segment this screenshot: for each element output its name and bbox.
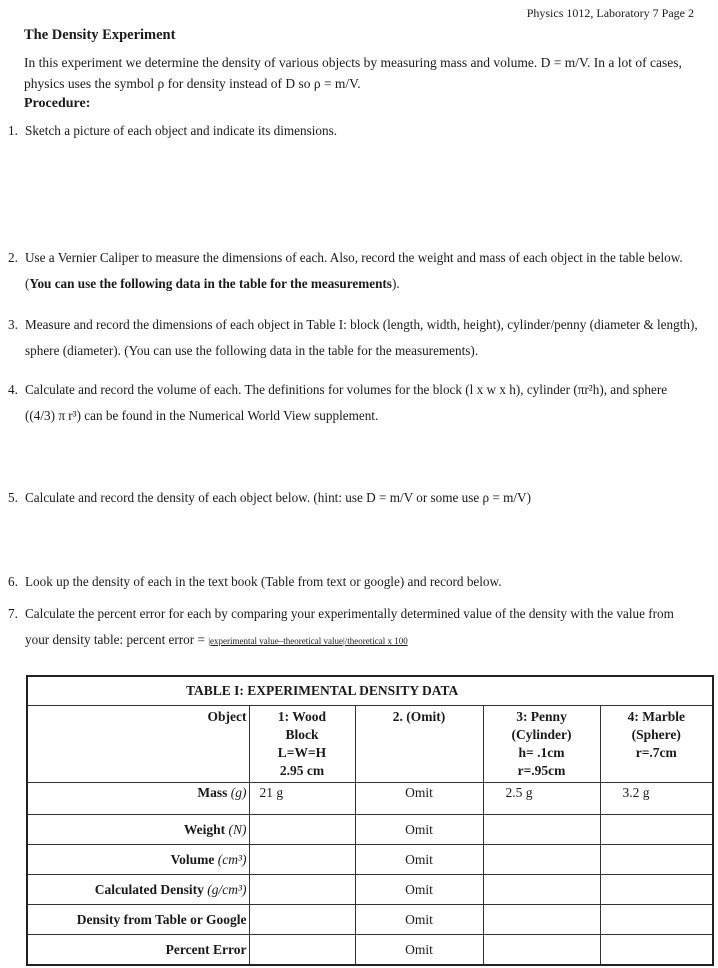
row-unit: (cm³): [217, 851, 247, 867]
step-number: 2.: [8, 250, 18, 265]
cell-wood-block[interactable]: [249, 875, 355, 905]
density-data-table: [26, 675, 714, 966]
row-unit: (g): [230, 785, 247, 800]
header-line: r=.95cm: [517, 763, 566, 778]
header-line: 2.95 cm: [279, 763, 325, 778]
row-label-text: Mass: [197, 785, 228, 800]
cell-marble[interactable]: [600, 935, 713, 966]
page-title: The Density Experiment: [24, 27, 176, 43]
step-text-part: Calculate the percent error for each by comparing your experimentally determined value of the density with the value from your density table: percent error =: [25, 606, 674, 647]
header-line: (Sphere): [631, 727, 681, 742]
step-text-bold: You can use the following data in the table for the measurements: [29, 276, 392, 291]
column-header-omit: [355, 706, 483, 783]
row-label: [27, 815, 249, 845]
table-row-mass: [27, 783, 713, 815]
step-number: 7.: [8, 606, 18, 621]
table-title: TABLE I: EXPERIMENTAL DENSITY DATA: [27, 676, 713, 706]
header-line: 1: Wood: [277, 709, 327, 724]
cell-penny[interactable]: [483, 875, 600, 905]
table-header-row: [27, 706, 713, 783]
cell-wood-block: 21 g: [249, 783, 355, 815]
cell-omit: Omit: [355, 935, 483, 966]
step-7: [8, 601, 698, 654]
table-row-density-from-table: [27, 905, 713, 935]
step-1: [8, 118, 698, 144]
header-line: (Cylinder): [511, 727, 572, 742]
cell-omit: Omit: [355, 875, 483, 905]
step-3: [8, 312, 698, 364]
object-header: Object: [27, 706, 249, 783]
procedure-heading: Procedure:: [24, 96, 91, 111]
row-unit: (N): [228, 821, 247, 837]
table-row-weight: [27, 815, 713, 845]
cell-marble[interactable]: [600, 875, 713, 905]
cell-penny: 2.5 g: [483, 783, 600, 815]
step-text: Look up the density of each in the text book (Table from text or google) and record below.: [25, 574, 502, 589]
percent-error-formula: |experimental value–theoretical value|/theoretical x 100: [208, 636, 408, 646]
table-row-calculated-density: [27, 875, 713, 905]
cell-marble[interactable]: [600, 845, 713, 875]
cell-wood-block[interactable]: [249, 935, 355, 966]
cell-omit: Omit: [355, 905, 483, 935]
step-number: 6.: [8, 574, 18, 589]
column-header-penny: [483, 706, 600, 783]
cell-penny[interactable]: [483, 905, 600, 935]
step-5: [8, 485, 698, 511]
cell-omit: Omit: [355, 783, 483, 815]
cell-wood-block[interactable]: [249, 845, 355, 875]
cell-wood-block[interactable]: [249, 815, 355, 845]
step-number: 3.: [8, 317, 18, 332]
cell-penny[interactable]: [483, 815, 600, 845]
header-line: 2. (Omit): [392, 709, 446, 724]
step-text: [25, 601, 698, 654]
step-text: Measure and record the dimensions of each object in Table I: block (length, width, height), cylinder/penny (diameter & length), sphere (diameter). (You can use the following data in the table for the measurements).: [25, 317, 698, 358]
cell-penny[interactable]: [483, 845, 600, 875]
step-text: [25, 245, 698, 297]
header-line: 3: Penny: [516, 709, 567, 724]
row-label-text: Weight: [183, 821, 226, 837]
step-text-part: Use a Vernier Caliper to measure the dimensions of each. Also, record the weight and mass of each object in the table below. (: [25, 250, 683, 291]
step-text: Calculate and record the volume of each. The definitions for volumes for the block (l x w x h), cylinder (πr²h), and sphere ((4/3) π r³) can be found in the Numerical World View supplement.: [25, 382, 668, 423]
row-label-text: Volume: [170, 851, 215, 867]
cell-marble[interactable]: [600, 815, 713, 845]
row-label: [27, 875, 249, 905]
cell-wood-block[interactable]: [249, 905, 355, 935]
intro-paragraph: In this experiment we determine the density of various objects by measuring mass and volume. D = m/V. In a lot of cases, physics uses the symbol ρ for density instead of D so ρ = m/V.: [24, 55, 682, 91]
header-line: 4: Marble: [627, 709, 685, 724]
header-line: r=.7cm: [635, 745, 677, 760]
row-label: [27, 935, 249, 966]
table-row-volume: [27, 845, 713, 875]
column-header-wood-block: [249, 706, 355, 783]
cell-marble[interactable]: [600, 905, 713, 935]
page-header: Physics 1012, Laboratory 7 Page 2: [526, 6, 694, 20]
step-text: Calculate and record the density of each object below. (hint: use D = m/V or some use ρ = m/V): [25, 490, 531, 505]
step-number: 4.: [8, 382, 18, 397]
step-number: 1.: [8, 123, 18, 138]
table-title-row: [27, 676, 713, 706]
table-row-percent-error: [27, 935, 713, 966]
step-number: 5.: [8, 490, 18, 505]
row-label-text: Density from Table or Google: [76, 911, 247, 927]
cell-omit: Omit: [355, 815, 483, 845]
cell-marble: 3.2 g: [600, 783, 713, 815]
row-label-text: Percent Error: [165, 941, 247, 957]
header-line: L=W=H: [277, 745, 327, 760]
cell-omit: Omit: [355, 845, 483, 875]
header-line: Block: [285, 727, 319, 742]
step-2: [8, 245, 698, 297]
cell-penny[interactable]: [483, 935, 600, 966]
header-line: h= .1cm: [518, 745, 565, 760]
row-label: [27, 905, 249, 935]
column-header-marble: [600, 706, 713, 783]
row-unit: (g/cm³): [207, 881, 247, 897]
row-label: [27, 783, 249, 815]
row-label-text: Calculated Density: [94, 881, 204, 897]
step-4: [8, 377, 698, 429]
step-text: Sketch a picture of each object and indicate its dimensions.: [25, 123, 338, 138]
row-label: [27, 845, 249, 875]
step-6: [8, 569, 698, 595]
step-text-part: ).: [391, 276, 400, 291]
